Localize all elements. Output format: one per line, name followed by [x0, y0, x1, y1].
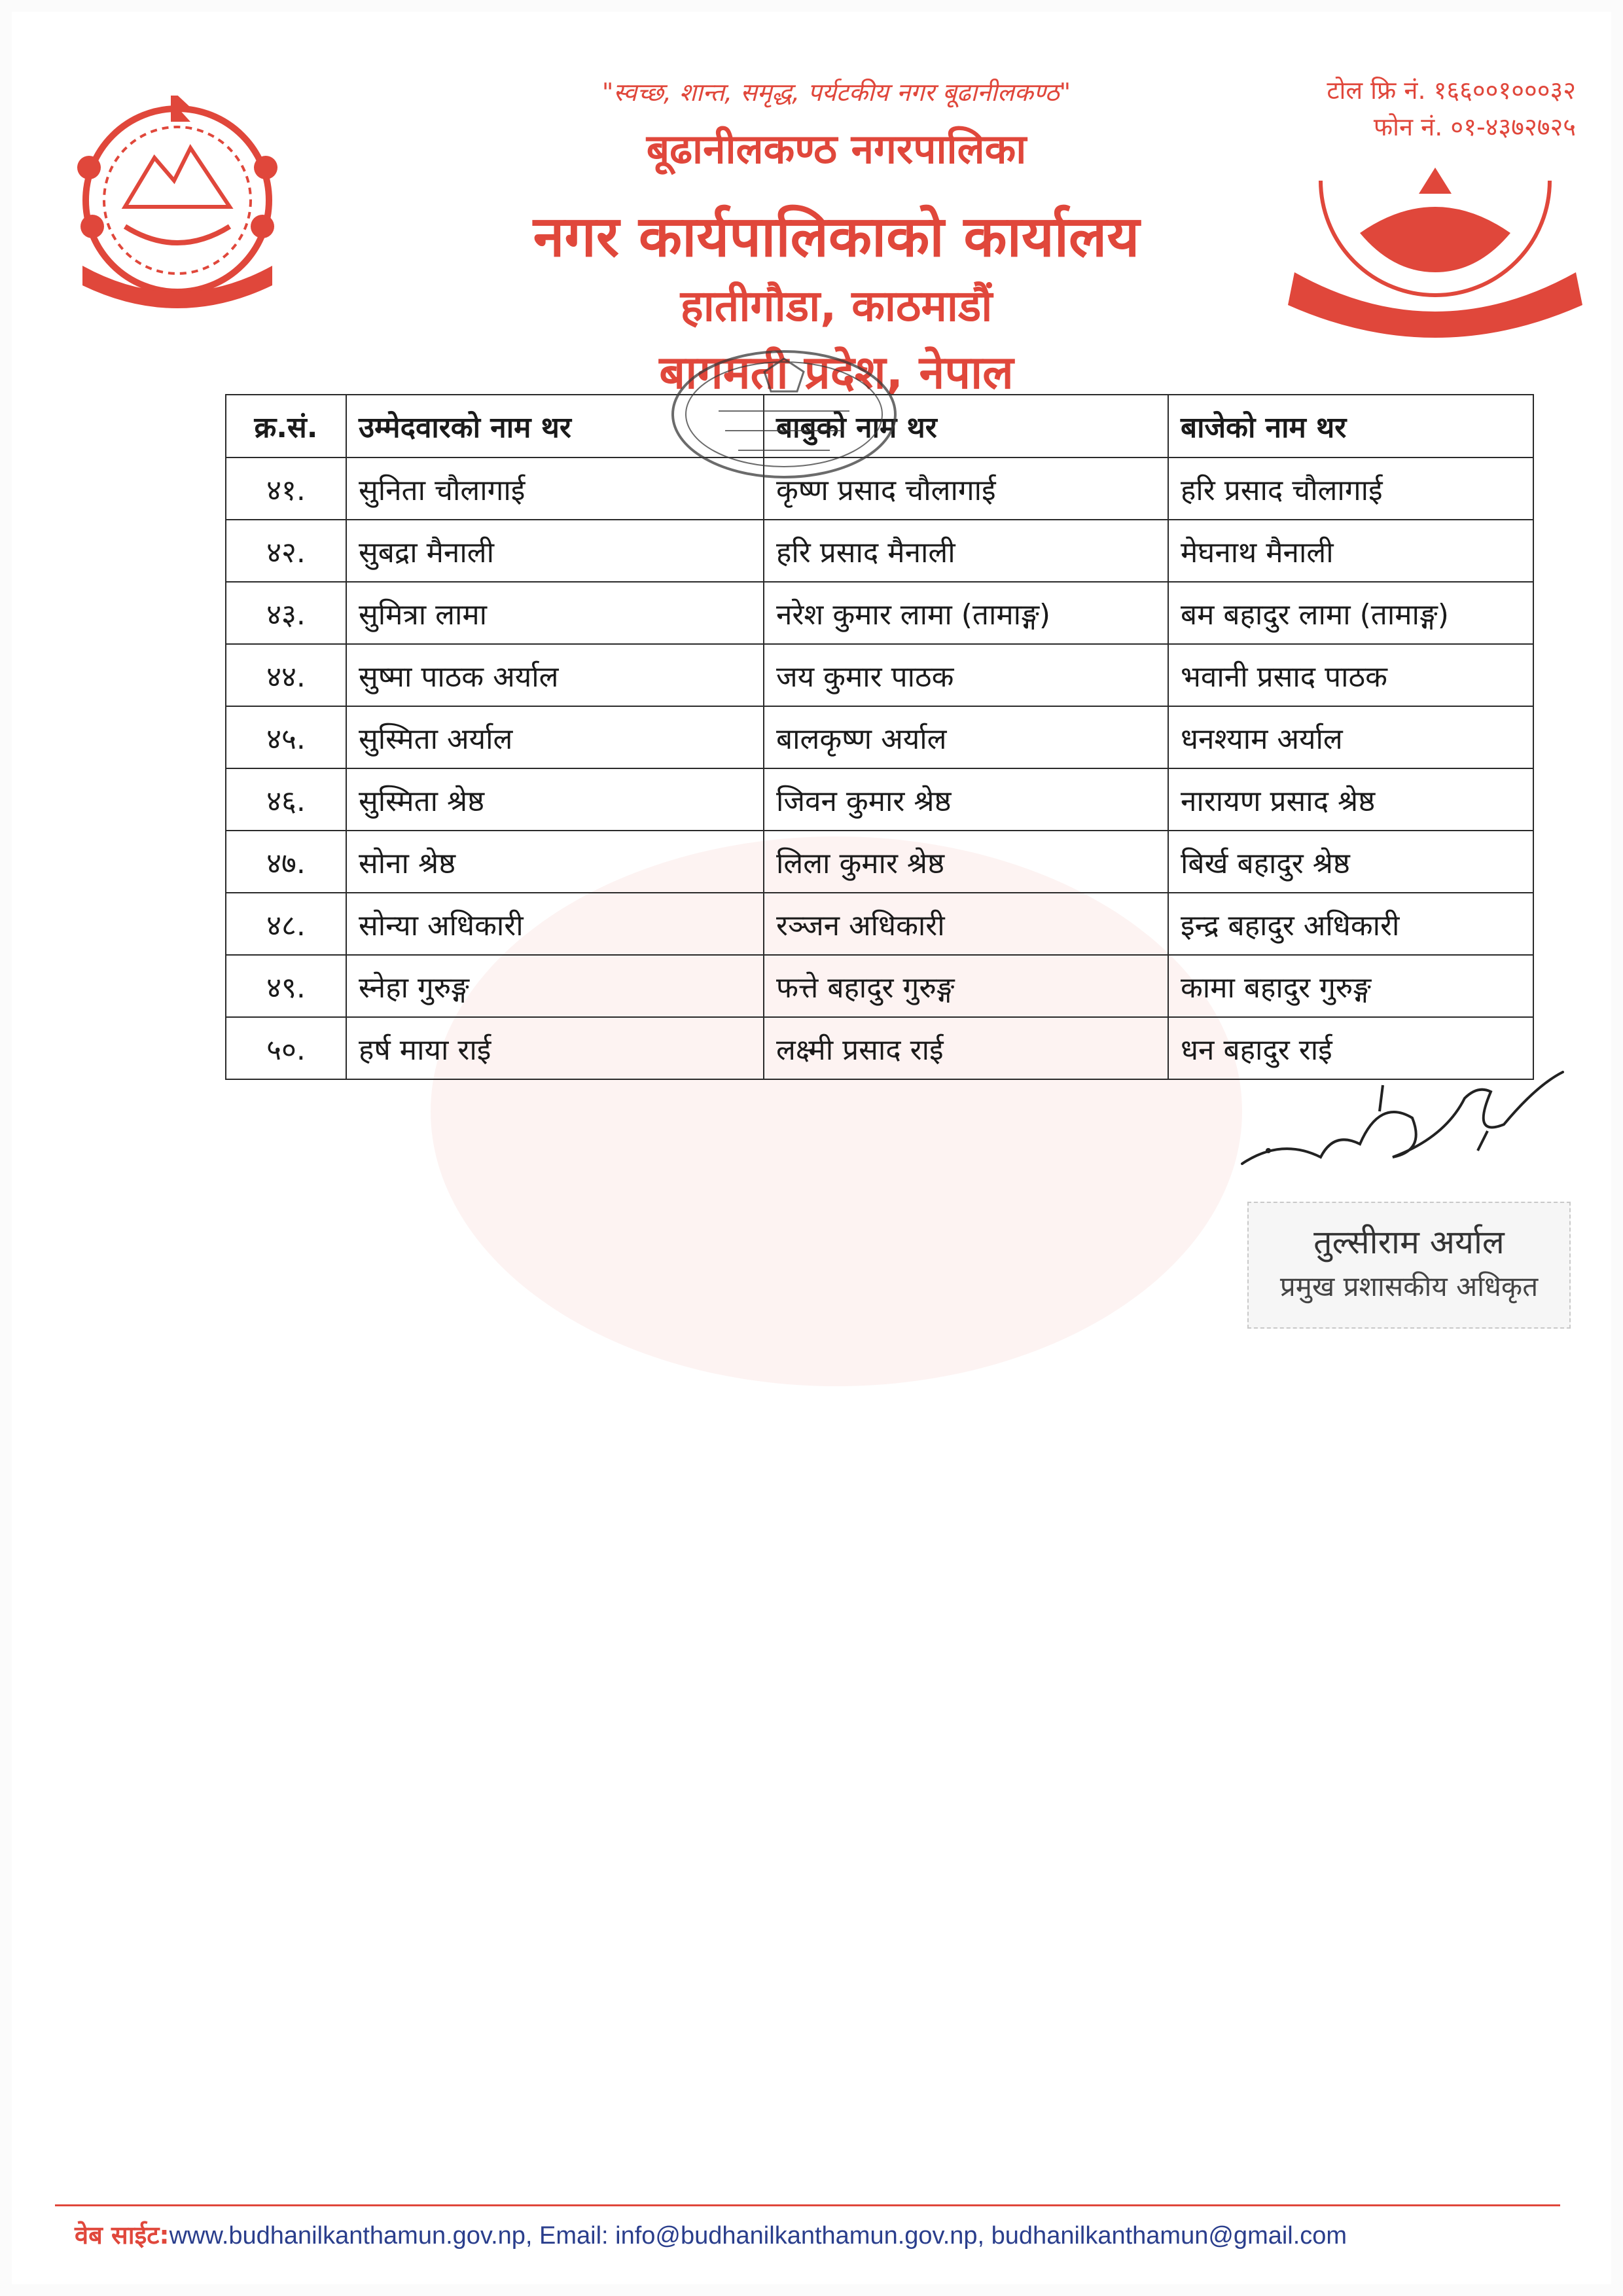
serial-number-cell: ४८.	[226, 893, 346, 955]
officer-block	[1247, 1202, 1571, 1329]
serial-number-cell: ४२.	[226, 520, 346, 582]
candidate-name-cell: सोन्या अधिकारी	[346, 893, 764, 955]
table-row	[226, 768, 1533, 831]
motto-text: "स्वच्छ, शान्त, समृद्ध, पर्यटकीय नगर बूढानीलकण्ठ"	[601, 78, 1071, 107]
serial-number-cell: ४५.	[226, 706, 346, 768]
father-name-cell: लक्ष्मी प्रसाद राई	[764, 1017, 1168, 1079]
candidate-table	[225, 394, 1534, 1080]
document-page	[12, 12, 1611, 2284]
header-serial-number: क्र.सं.	[226, 395, 346, 457]
footer-web-email-text[interactable]: www.budhanilkanthamun.gov.np, Email: info@budhanilkanthamun.gov.np, budhanilkanthamun@gmail.com	[169, 2222, 1347, 2250]
contact-block	[1209, 72, 1576, 145]
office-stamp-icon	[666, 346, 902, 483]
father-name-cell: जिवन कुमार श्रेष्ठ	[764, 768, 1168, 831]
grandfather-name-cell: मेघनाथ मैनाली	[1168, 520, 1533, 582]
footer-website-label: वेब साईट:	[75, 2221, 169, 2250]
father-name-cell: लिला कुमार श्रेष्ठ	[764, 831, 1168, 893]
candidate-name-cell: सोना श्रेष्ठ	[346, 831, 764, 893]
footer-divider	[55, 2204, 1560, 2206]
municipality-logo-icon	[1281, 154, 1589, 351]
father-name-cell: बालकृष्ण अर्याल	[764, 706, 1168, 768]
father-name-cell: फत्ते बहादुर गुरुङ्ग	[764, 955, 1168, 1017]
grandfather-name-cell: बम बहादुर लामा (तामाङ्ग)	[1168, 582, 1533, 644]
municipality-name: बूढानीलकण्ठ नगरपालिका	[646, 125, 1027, 173]
officer-title: प्रमुख प्रशासकीय अधिकृत	[1279, 1270, 1539, 1302]
candidate-name-cell: स्नेहा गुरुङ्ग	[346, 955, 764, 1017]
grandfather-name-cell: हरि प्रसाद चौलागाई	[1168, 457, 1533, 520]
officer-name: तुल्सीराम अर्याल	[1313, 1223, 1505, 1261]
table-row	[226, 644, 1533, 706]
grandfather-name-cell: नारायण प्रसाद श्रेष्ठ	[1168, 768, 1533, 831]
toll-free-number: टोल फ्रि नं. १६६००१०००३२	[1327, 76, 1576, 105]
header-grandfather-name: बाजेको नाम थर	[1168, 395, 1533, 457]
footer-contact	[75, 2217, 1580, 2251]
father-name-cell: हरि प्रसाद मैनाली	[764, 520, 1168, 582]
candidate-name-cell: सुस्मिता अर्याल	[346, 706, 764, 768]
father-name-cell: नरेश कुमार लामा (तामाङ्ग)	[764, 582, 1168, 644]
header-father-name: बाबुको नाम थर	[764, 395, 1168, 457]
grandfather-name-cell: बिर्ख बहादुर श्रेष्ठ	[1168, 831, 1533, 893]
table-row	[226, 706, 1533, 768]
serial-number-cell: ४१.	[226, 457, 346, 520]
father-name-cell: कृष्ण प्रसाद चौलागाई	[764, 457, 1168, 520]
serial-number-cell: ४३.	[226, 582, 346, 644]
father-name-cell: जय कुमार पाठक	[764, 644, 1168, 706]
grandfather-name-cell: धन बहादुर राई	[1168, 1017, 1533, 1079]
serial-number-cell: ४४.	[226, 644, 346, 706]
candidate-name-cell: सुष्मा पाठक अर्याल	[346, 644, 764, 706]
province-country: बागमती प्रदेश, नेपाल	[659, 346, 1014, 399]
candidate-name-cell: सुस्मिता श्रेष्ठ	[346, 768, 764, 831]
table-row	[226, 955, 1533, 1017]
grandfather-name-cell: कामा बहादुर गुरुङ्ग	[1168, 955, 1533, 1017]
grandfather-name-cell: भवानी प्रसाद पाठक	[1168, 644, 1533, 706]
grandfather-name-cell: धनश्याम अर्याल	[1168, 706, 1533, 768]
table-row	[226, 831, 1533, 893]
candidate-name-cell: सुबद्रा मैनाली	[346, 520, 764, 582]
table-row	[226, 893, 1533, 955]
father-name-cell: रञ्जन अधिकारी	[764, 893, 1168, 955]
candidate-name-cell: सुमित्रा लामा	[346, 582, 764, 644]
phone-number: फोन नं. ०१-४३७२७२५	[1373, 113, 1576, 141]
grandfather-name-cell: इन्द्र बहादुर अधिकारी	[1168, 893, 1533, 955]
serial-number-cell: ४६.	[226, 768, 346, 831]
office-title: नगर कार्यपालिकाको कार्यालय	[533, 204, 1140, 270]
candidate-name-cell: सुनिता चौलागाई	[346, 457, 764, 520]
table-row	[226, 582, 1533, 644]
candidate-name-cell: हर्ष माया राई	[346, 1017, 764, 1079]
nepal-government-emblem-icon	[63, 96, 292, 318]
serial-number-cell: ४९.	[226, 955, 346, 1017]
header-candidate-name: उम्मेदवारको नाम थर	[346, 395, 764, 457]
office-address: हातीगौडा, काठमाडौं	[680, 281, 993, 331]
serial-number-cell: ५०.	[226, 1017, 346, 1079]
table-row	[226, 520, 1533, 582]
serial-number-cell: ४७.	[226, 831, 346, 893]
